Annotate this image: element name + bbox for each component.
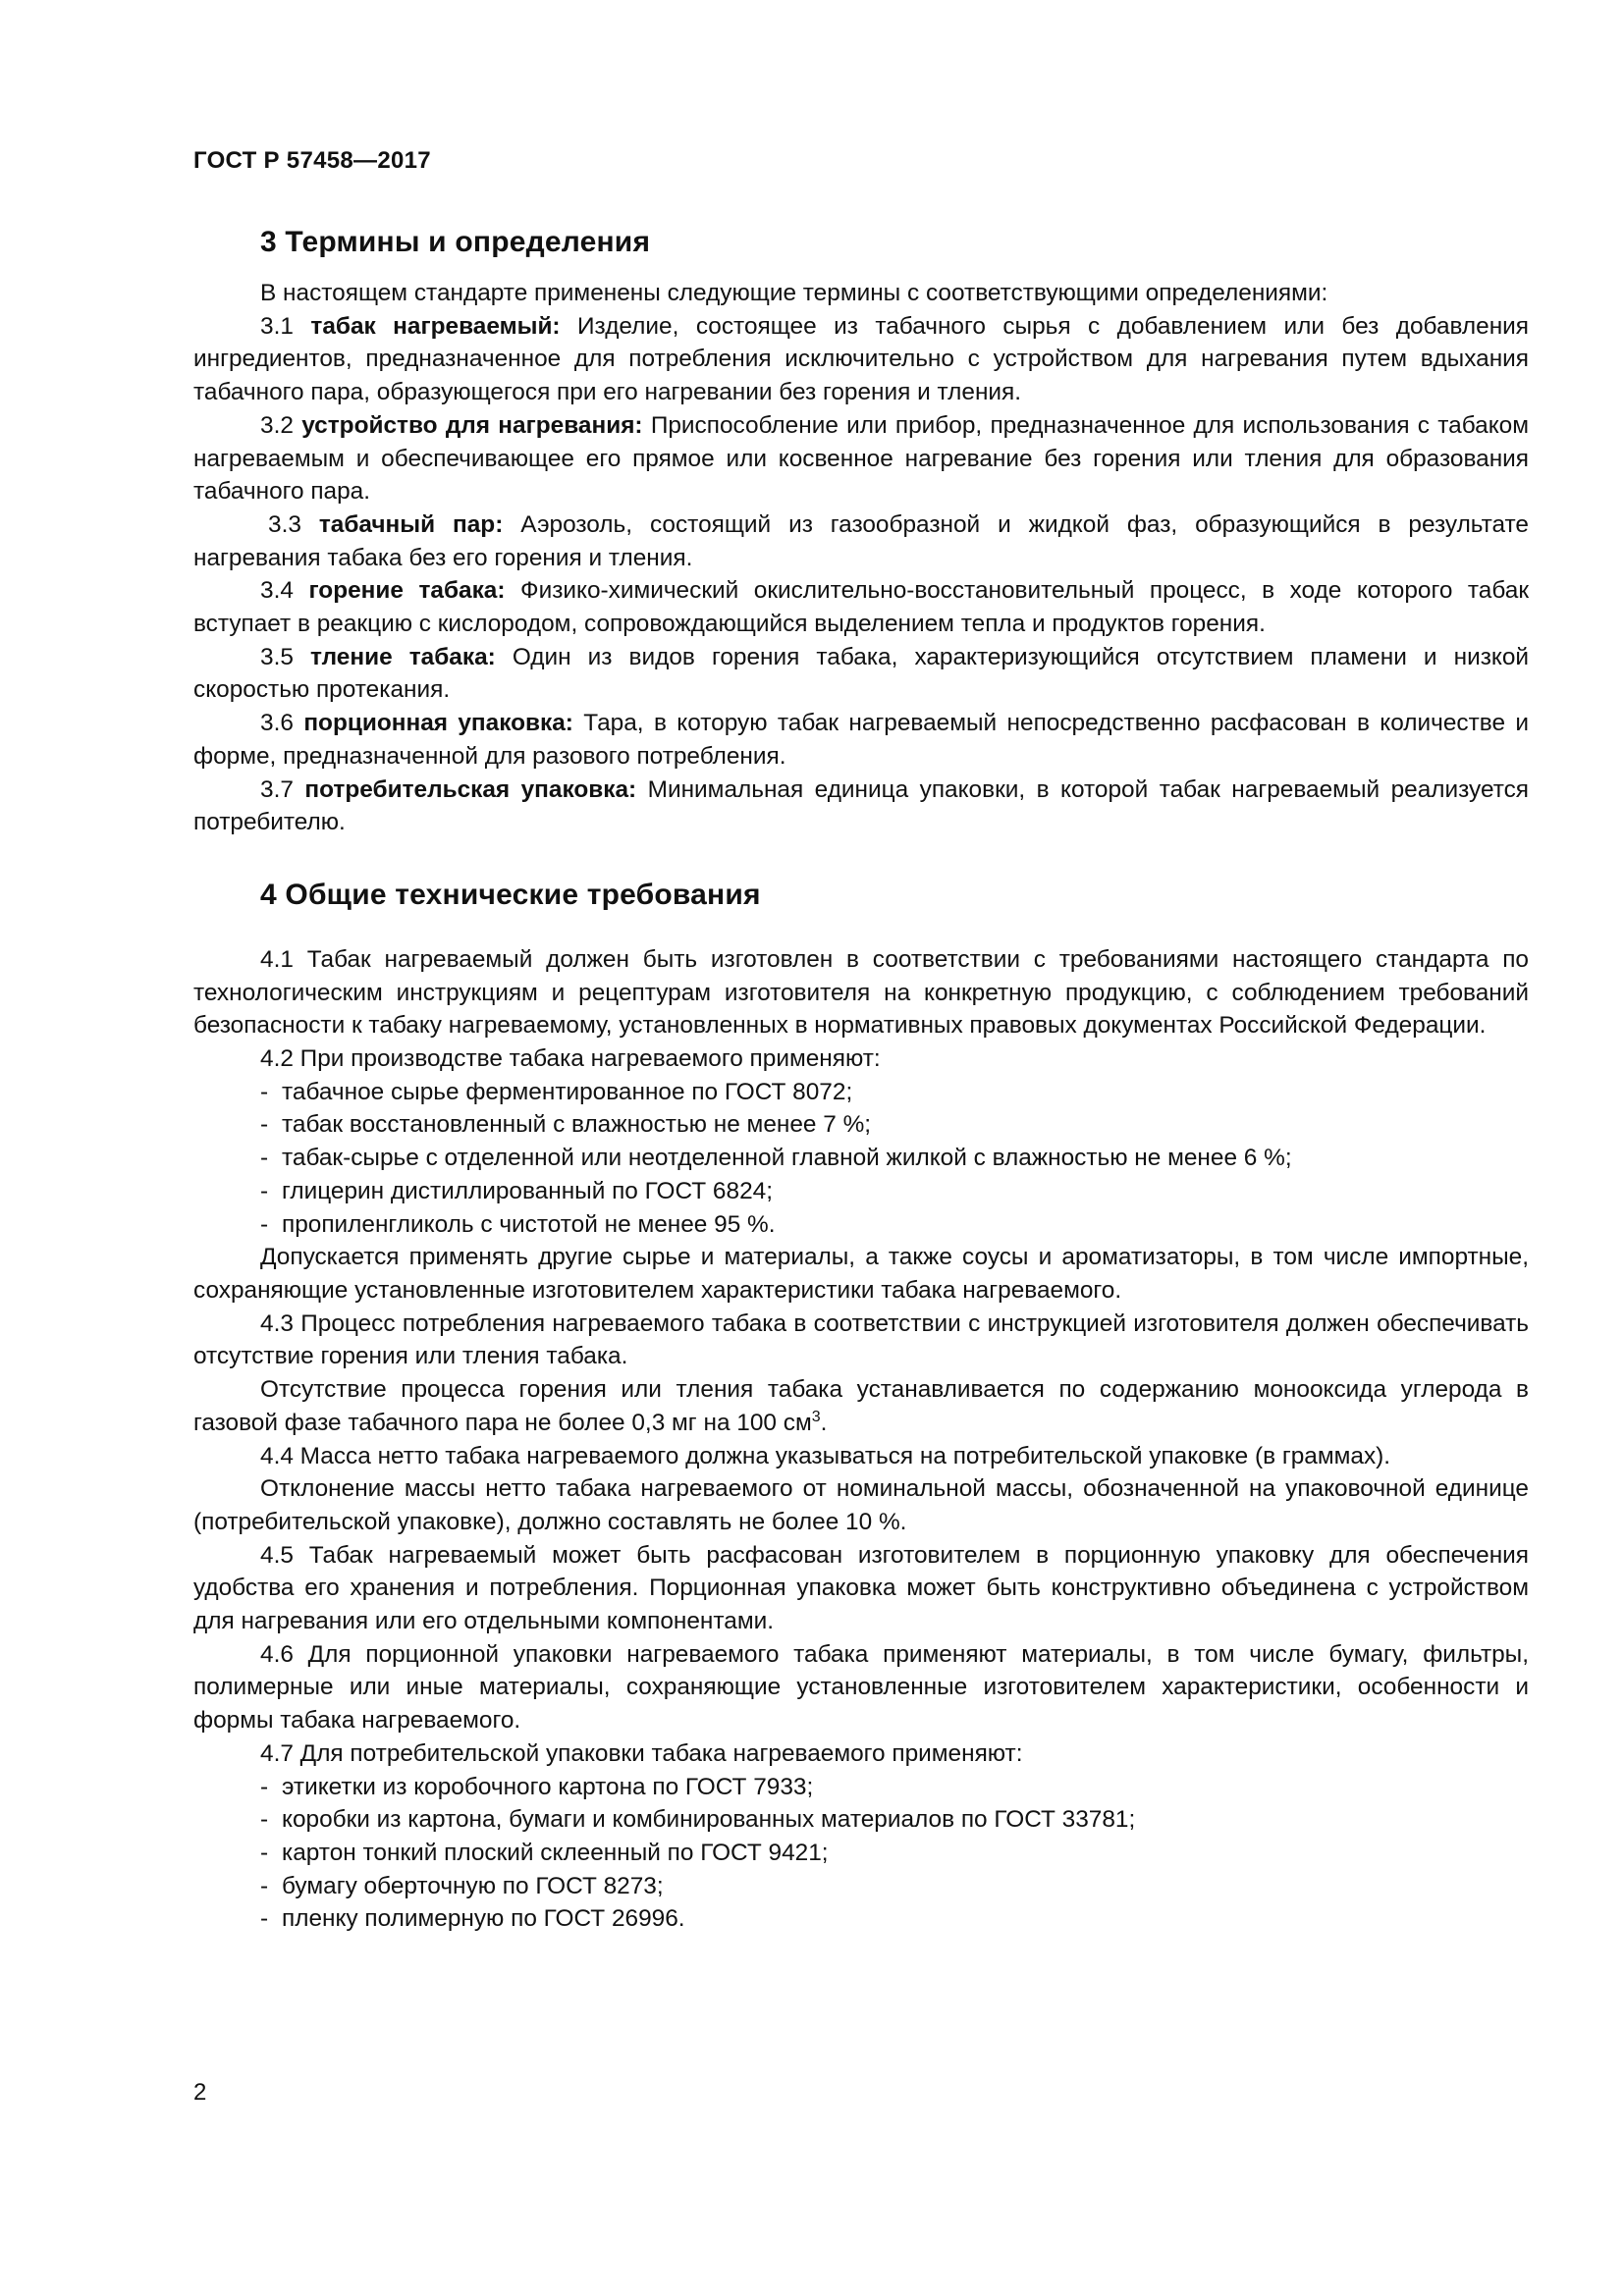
list-item: - этикетки из коробочного картона по ГОСТ 7933; bbox=[260, 1773, 814, 1800]
term-3-1 bbox=[193, 310, 1529, 409]
term-3-3 bbox=[193, 508, 1529, 574]
section-3-title: 3 Термины и определения bbox=[260, 226, 651, 258]
term-definition: Один из видов горения табака, характеризующийся отсутствием пламени и низкой скоростью протекания. bbox=[193, 643, 1530, 704]
term-number: 3.3 bbox=[268, 510, 301, 538]
term-name: табачный пар: bbox=[318, 510, 504, 538]
paragraph-4-7: 4.7 Для потребительской упаковки табака нагреваемого применяют: bbox=[260, 1739, 1023, 1767]
term-3-7 bbox=[193, 774, 1529, 839]
term-name: тление табака: bbox=[310, 643, 496, 670]
term-number: 3.6 bbox=[260, 710, 294, 737]
term-number: 3.1 bbox=[260, 312, 294, 340]
term-3-6 bbox=[193, 707, 1529, 773]
term-name: порционная упаковка: bbox=[303, 710, 573, 737]
term-definition: Изделие, состоящее из табачного сырья с добавлением или без добавления ингредиентов, предназначенное для потребления исключительно с устройством для нагревания путем вдыхания табачного пара, образующегося при его нагревании без горения и тления. bbox=[193, 312, 1530, 406]
paragraph-4-2: 4.2 При производстве табака нагреваемого применяют: bbox=[260, 1045, 881, 1073]
section-4-title: 4 Общие технические требования bbox=[260, 878, 761, 911]
list-item: - табачное сырье ферментированное по ГОСТ 8072; bbox=[260, 1078, 853, 1105]
document-code: ГОСТ Р 57458—2017 bbox=[193, 147, 431, 174]
term-definition: Минимальная единица упаковки, в которой табак нагреваемый реализуется потребителю. bbox=[193, 775, 1530, 836]
list-item: - бумагу оберточную по ГОСТ 8273; bbox=[260, 1872, 664, 1899]
term-number: 3.5 bbox=[260, 643, 294, 670]
list-item: - коробки из картона, бумаги и комбинированных материалов по ГОСТ 33781; bbox=[260, 1806, 1136, 1834]
superscript: 3 bbox=[811, 1408, 821, 1425]
paragraph-4-4-note: Отклонение массы нетто табака нагреваемого от номинальной массы, обозначенной на упаковочной единице (потребительской упаковке), должно составлять не более 10 %. bbox=[193, 1475, 1529, 1535]
term-definition: Аэрозоль, состоящий из газообразной и жидкой фаз, образующийся в результате нагревания табака без его горения и тления. bbox=[193, 510, 1529, 571]
term-number: 3.7 bbox=[260, 775, 294, 803]
list-item: - картон тонкий плоский склеенный по ГОСТ 9421; bbox=[260, 1839, 829, 1866]
term-definition: Приспособление или прибор, предназначенное для использования с табаком нагреваемым и обеспечивающее его прямое или косвенное нагревание без горения или тления для образования табачного пара. bbox=[193, 411, 1529, 506]
term-3-4 bbox=[193, 574, 1529, 640]
list-4-7 bbox=[193, 1771, 1529, 1937]
list-item: - табак восстановленный с влажностью не менее 7 %; bbox=[260, 1111, 872, 1139]
paragraph-4-1: 4.1 Табак нагреваемый должен быть изготовлен в соответствии с требованиями настоящего стандарта по технологическим инструкциям и рецептурам изготовителя на конкретную продукцию, с соблюдением требований безопасности к табаку нагреваемому, установленных в нормативных правовых документах Российской Федерации. bbox=[193, 945, 1529, 1040]
paragraph-4-3: 4.3 Процесс потребления нагреваемого табака в соответствии с инструкцией изготовителя должен обеспечивать отсутствие горения или тления табака. bbox=[193, 1309, 1529, 1370]
section-3-intro: В настоящем стандарте применены следующие термины с соответствующими определениями: bbox=[260, 280, 1328, 306]
term-definition: Тара, в которую табак нагреваемый непосредственно расфасован в количестве и форме, предназначенной для разового потребления. bbox=[193, 710, 1530, 770]
term-3-5 bbox=[193, 641, 1529, 707]
list-item: - пропиленгликоль с чистотой не менее 95 %. bbox=[260, 1210, 776, 1238]
paragraph-4-4: 4.4 Масса нетто табака нагреваемого должна указываться на потребительской упаковке (в граммах). bbox=[260, 1442, 1391, 1469]
list-4-2 bbox=[193, 1076, 1529, 1242]
term-name: табак нагреваемый: bbox=[310, 312, 561, 340]
paragraph-4-2-note: Допускается применять другие сырье и материалы, а также соусы и ароматизаторы, в том числе импортные, сохраняющие установленные изготовителем характеристики табака нагреваемого. bbox=[193, 1244, 1529, 1304]
paragraph-4-6: 4.6 Для порционной упаковки нагреваемого табака применяют материалы, в том числе бумагу, фильтры, полимерные или иные материалы, сохраняющие установленные изготовителем характеристики, особенности и формы табака нагреваемого. bbox=[193, 1640, 1529, 1735]
list-item: - табак-сырье с отделенной или неотделенной главной жилкой с влажностью не менее 6 %; bbox=[260, 1145, 1292, 1172]
list-item: - пленку полимерную по ГОСТ 26996. bbox=[260, 1905, 685, 1933]
term-definition: Физико-химический окислительно-восстановительный процесс, в ходе которого табак вступает в реакцию с кислородом, сопровождающийся выделением тепла и продуктов горения. bbox=[193, 577, 1530, 638]
page-number: 2 bbox=[193, 2079, 207, 2106]
page-content bbox=[193, 196, 1529, 1936]
list-item: - глицерин дистиллированный по ГОСТ 6824; bbox=[260, 1177, 773, 1204]
term-number: 3.2 bbox=[260, 411, 294, 439]
term-name: потребительская упаковка: bbox=[304, 775, 637, 803]
paragraph-4-3-note: Отсутствие процесса горения или тления табака устанавливается по содержанию монооксида углерода в газовой фазе табачного пара не более 0,3 мг на 100 $см^3$. bbox=[193, 1376, 1529, 1436]
term-number: 3.4 bbox=[260, 577, 294, 605]
term-3-2 bbox=[193, 409, 1529, 508]
term-name: устройство для нагревания: bbox=[301, 411, 643, 439]
paragraph-4-5: 4.5 Табак нагреваемый может быть расфасован изготовителем в порционную упаковку для обеспечения удобства его хранения и потребления. Порционная упаковка может быть конструктивно объединена с устройством для нагревания или его отдельными компонентами. bbox=[193, 1541, 1529, 1635]
term-name: горение табака: bbox=[308, 577, 506, 605]
